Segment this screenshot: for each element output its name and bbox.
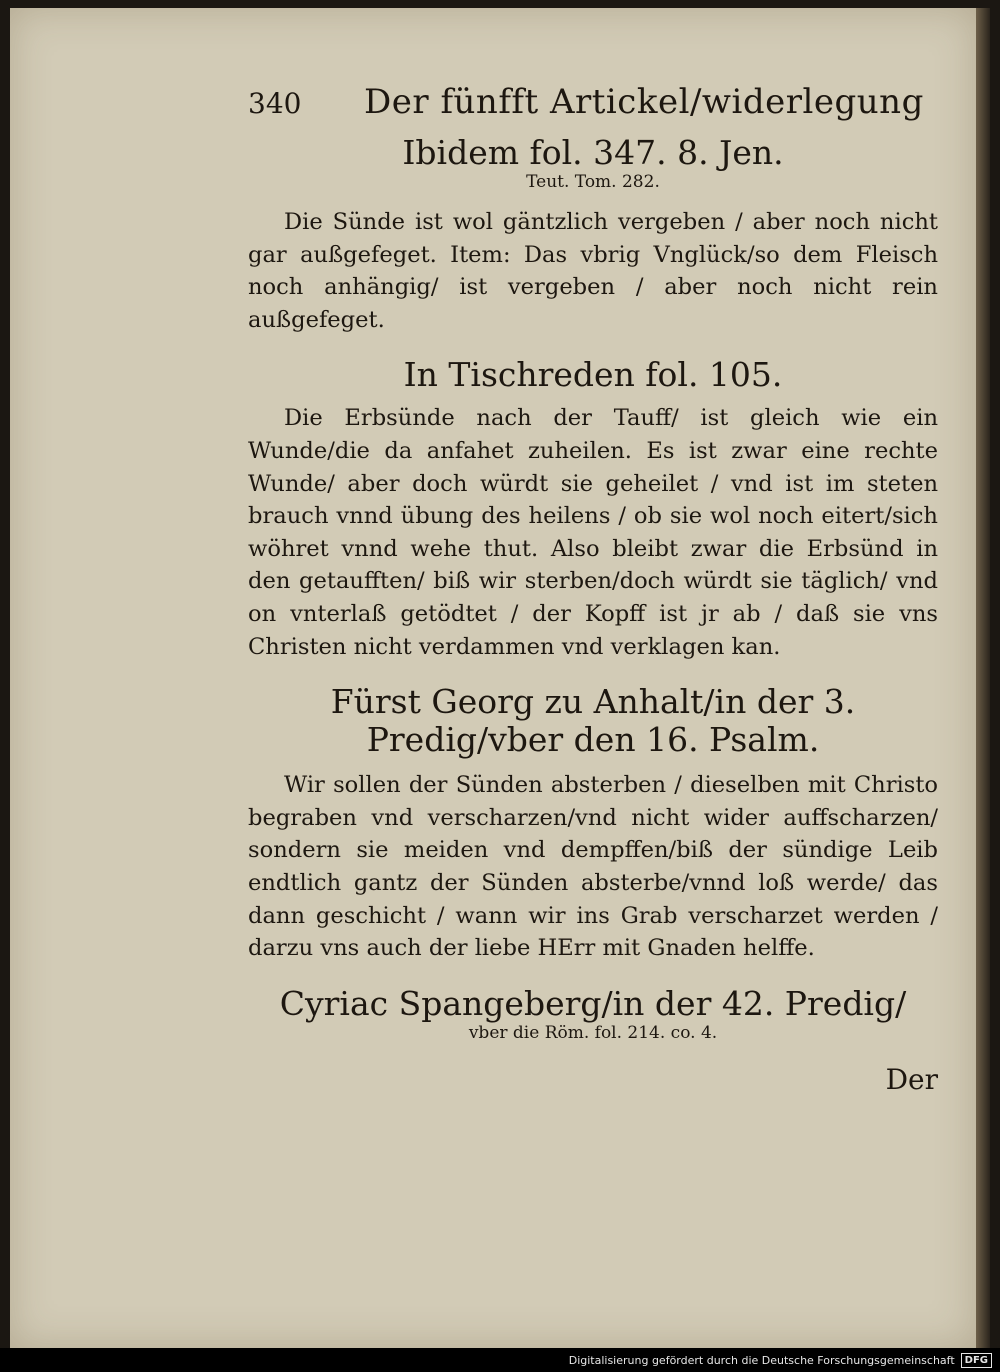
text-area xyxy=(248,82,938,1096)
running-title: Der fünfft Artickel/widerlegung xyxy=(364,82,924,122)
section-ibidem xyxy=(248,134,938,336)
page-edge xyxy=(976,8,990,1348)
running-head xyxy=(248,82,938,130)
section-paragraph: Die Erbsünde nach der Tauff/ ist gleich wie ein Wunde/die da anfahet zuheilen. Es ist zwar eine rechte Wunde/ aber doch würdt sie geheilet / vnd ist im steten brauch vnnd übung des heilens / ob sie wol noch eitert/sich wöhret vnnd wehe thut. Also bleibt zwar die Erbsünd in den getaufften/ biß wir sterben/doch würdt sie täglich/ vnd on vnterlaß getödtet / der Kopff ist jr ab / daß sie vns Christen nicht verdammen vnd verklagen kan. xyxy=(248,405,938,660)
section-heading: In Tischreden fol. 105. xyxy=(403,355,783,395)
section-tischreden xyxy=(248,356,938,663)
section-spangeberg xyxy=(248,985,938,1043)
section-subheading: vber die Röm. fol. 214. co. 4. xyxy=(468,1022,718,1043)
section-paragraph: Die Sünde ist wol gäntzlich vergeben / aber noch nicht gar außgefeget. Item: Das vbrig Vnglück/so dem Fleisch noch anhängig/ ist vergeben / aber noch nicht rein außgefeget. xyxy=(248,209,938,333)
footer-credit: Digitalisierung gefördert durch die Deutsche Forschungsgemeinschaft xyxy=(568,1353,955,1367)
catchword: Der xyxy=(885,1062,938,1096)
section-heading: Cyriac Spangeberg/in der 42. Predig/ xyxy=(279,983,907,1023)
section-heading: Ibidem fol. 347. 8. Jen. xyxy=(402,133,784,172)
page-number: 340 xyxy=(248,87,302,120)
dfg-logo: DFG xyxy=(961,1353,992,1368)
section-heading: Fürst Georg zu Anhalt/in der 3. Predig/vber den 16. Psalm. xyxy=(330,682,856,760)
section-fuerst-georg xyxy=(248,683,938,965)
digitization-footer xyxy=(0,1348,1000,1372)
section-paragraph: Wir sollen der Sünden absterben / dieselben mit Christo begraben vnd verscharzen/vnd nicht wider auffscharzen/ sondern sie meiden vnd dempffen/biß der sündige Leib endtlich gantz der Sünden absterbe/vnnd loß werde/ das dann geschicht / wann wir ins Grab verscharzet werden / darzu vns auch der liebe HErr mit Gnaden helffe. xyxy=(248,772,938,962)
section-subheading: Teut. Tom. 282. xyxy=(526,172,660,192)
